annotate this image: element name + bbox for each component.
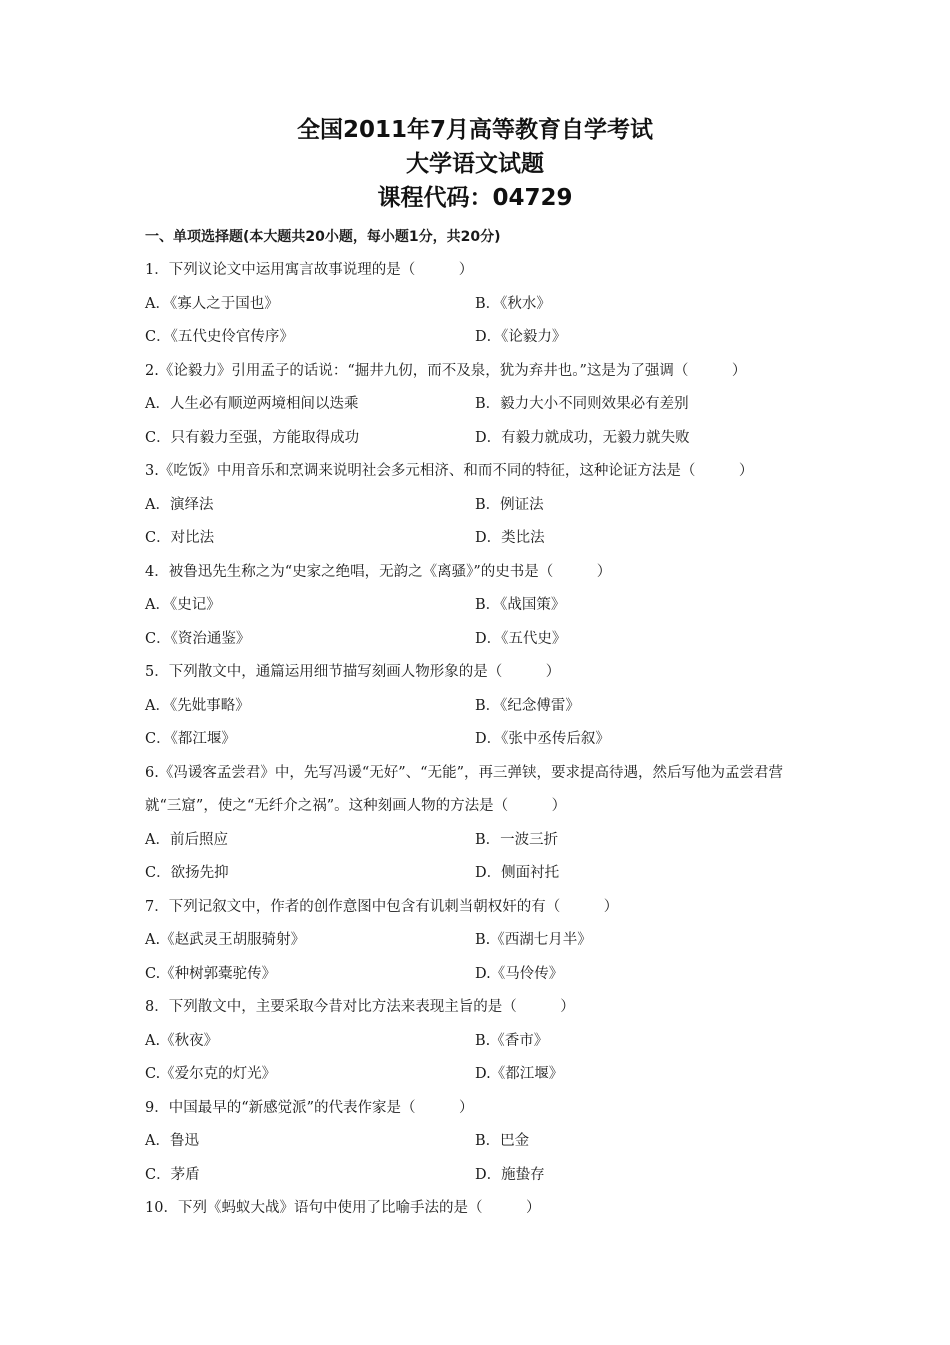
question-7-option-c: C.《种树郭橐驼传》 <box>145 965 277 982</box>
question-4-option-a: A．《史记》 <box>145 597 221 613</box>
question-4-options-cd <box>145 623 810 657</box>
question-2-option-d: D．有毅力就成功，无毅力就失败 <box>475 429 690 446</box>
course-code: 课程代码：04729 <box>377 185 573 211</box>
question-1-stem: 1．下列议论文中运用寓言故事说理的是（ ） <box>145 262 474 278</box>
question-6-options-cd <box>145 857 810 891</box>
exam-header <box>0 113 950 215</box>
question-6-option-d: D．侧面衬托 <box>475 865 560 881</box>
question-7-option-b: B.《西湖七月半》 <box>475 932 592 948</box>
question-3-options-ab <box>145 489 810 523</box>
question-3-stem: 3.《吃饭》中用音乐和烹调来说明社会多元相济、和而不同的特征，这种论证方法是（ ） <box>145 463 754 479</box>
question-7-option-a: A.《赵武灵王胡服骑射》 <box>145 932 306 948</box>
question-9-option-a: A．鲁迅 <box>145 1133 199 1149</box>
question-9-options-cd <box>145 1159 810 1193</box>
question-7-options-cd <box>145 958 810 992</box>
question-9-option-c: C．茅盾 <box>145 1166 200 1183</box>
question-1-option-b: B．《秋水》 <box>475 295 551 312</box>
question-6-option-b: B．一波三折 <box>475 831 559 848</box>
question-2-option-a: A．人生必有顺逆两境相间以迭乘 <box>145 396 359 412</box>
question-8-option-b: B.《香市》 <box>475 1032 549 1049</box>
question-2-option-c: C．只有毅力至强，方能取得成功 <box>145 429 360 446</box>
question-4-option-b: B．《战国策》 <box>475 597 566 613</box>
question-2-stem: 2.《论毅力》引用孟子的话说：“掘井九仞，而不及泉，犹为弃井也。”这是为了强调（ ） <box>145 362 747 379</box>
question-4-stem: 4．被鲁迅先生称之为“史家之绝唱，无韵之《离骚》”的史书是（ ） <box>145 563 612 580</box>
question-1-option-c: C．《五代史伶官传序》 <box>145 329 294 345</box>
question-9-stem: 9．中国最早的“新感觉派”的代表作家是（ ） <box>145 1099 474 1116</box>
question-7-stem: 7．下列记叙文中，作者的创作意图中包含有讥刺当朝权奸的有（ ） <box>145 898 619 915</box>
question-9-option-d: D．施蛰存 <box>475 1166 545 1183</box>
section-heading: 一、单项选择题(本大题共20小题，每小题1分，共20分) <box>145 229 501 245</box>
question-4-options-ab <box>145 589 810 623</box>
question-6-stem: 6.《冯谖客孟尝君》中，先写冯谖“无好”、“无能”，再三弹铗，要求提高待遇，然后写他为孟尝君营就“三窟”，使之“无纤介之祸”。这种刻画人物的方法是（ ） <box>145 764 783 814</box>
question-1-options-ab <box>145 288 810 322</box>
question-5-option-a: A．《先妣事略》 <box>145 697 250 714</box>
question-9-options-ab <box>145 1125 810 1159</box>
question-1-options-cd <box>145 321 810 355</box>
question-3-options-cd <box>145 522 810 556</box>
question-2-option-b: B．毅力大小不同则效果必有差别 <box>475 396 689 412</box>
question-4-option-d: D．《五代史》 <box>475 630 567 647</box>
question-3-option-d: D．类比法 <box>475 530 545 546</box>
question-5-options-cd <box>145 723 810 757</box>
question-8-option-a: A.《秋夜》 <box>145 1032 219 1049</box>
question-1-option-a: A．《寡人之于国也》 <box>145 295 279 312</box>
exam-content <box>145 221 810 1226</box>
question-6-options-ab <box>145 824 810 858</box>
question-7-options-ab <box>145 924 810 958</box>
question-2-options-cd <box>145 422 810 456</box>
exam-title: 全国2011年7月高等教育自学考试 <box>296 117 654 143</box>
question-9-option-b: B．巴金 <box>475 1133 530 1149</box>
question-3-option-c: C．对比法 <box>145 530 215 546</box>
question-10-stem: 10．下列《蚂蚁大战》语句中使用了比喻手法的是（ ） <box>145 1200 541 1216</box>
question-7-option-d: D.《马伶传》 <box>475 965 564 982</box>
question-8-options-cd <box>145 1058 810 1092</box>
question-5-option-d: D．《张中丞传后叙》 <box>475 731 610 747</box>
question-8-options-ab <box>145 1025 810 1059</box>
question-3-option-a: A．演绎法 <box>145 496 214 513</box>
question-8-option-c: C.《爱尔克的灯光》 <box>145 1066 277 1082</box>
question-4-option-c: C．《资治通鉴》 <box>145 630 251 647</box>
question-5-options-ab <box>145 690 810 724</box>
question-6-option-a: A．前后照应 <box>145 831 228 848</box>
question-5-option-c: C．《都江堰》 <box>145 731 236 747</box>
question-8-stem: 8．下列散文中，主要采取今昔对比方法来表现主旨的是（ ） <box>145 999 575 1015</box>
question-2-options-ab <box>145 388 810 422</box>
question-5-stem: 5．下列散文中，通篇运用细节描写刻画人物形象的是（ ） <box>145 664 561 680</box>
subject-title: 大学语文试题 <box>406 151 544 177</box>
question-3-option-b: B．例证法 <box>475 496 544 513</box>
question-1-option-d: D．《论毅力》 <box>475 329 567 345</box>
question-5-option-b: B．《纪念傅雷》 <box>475 697 580 714</box>
question-8-option-d: D.《都江堰》 <box>475 1066 564 1082</box>
question-6-option-c: C．欲扬先抑 <box>145 865 229 881</box>
